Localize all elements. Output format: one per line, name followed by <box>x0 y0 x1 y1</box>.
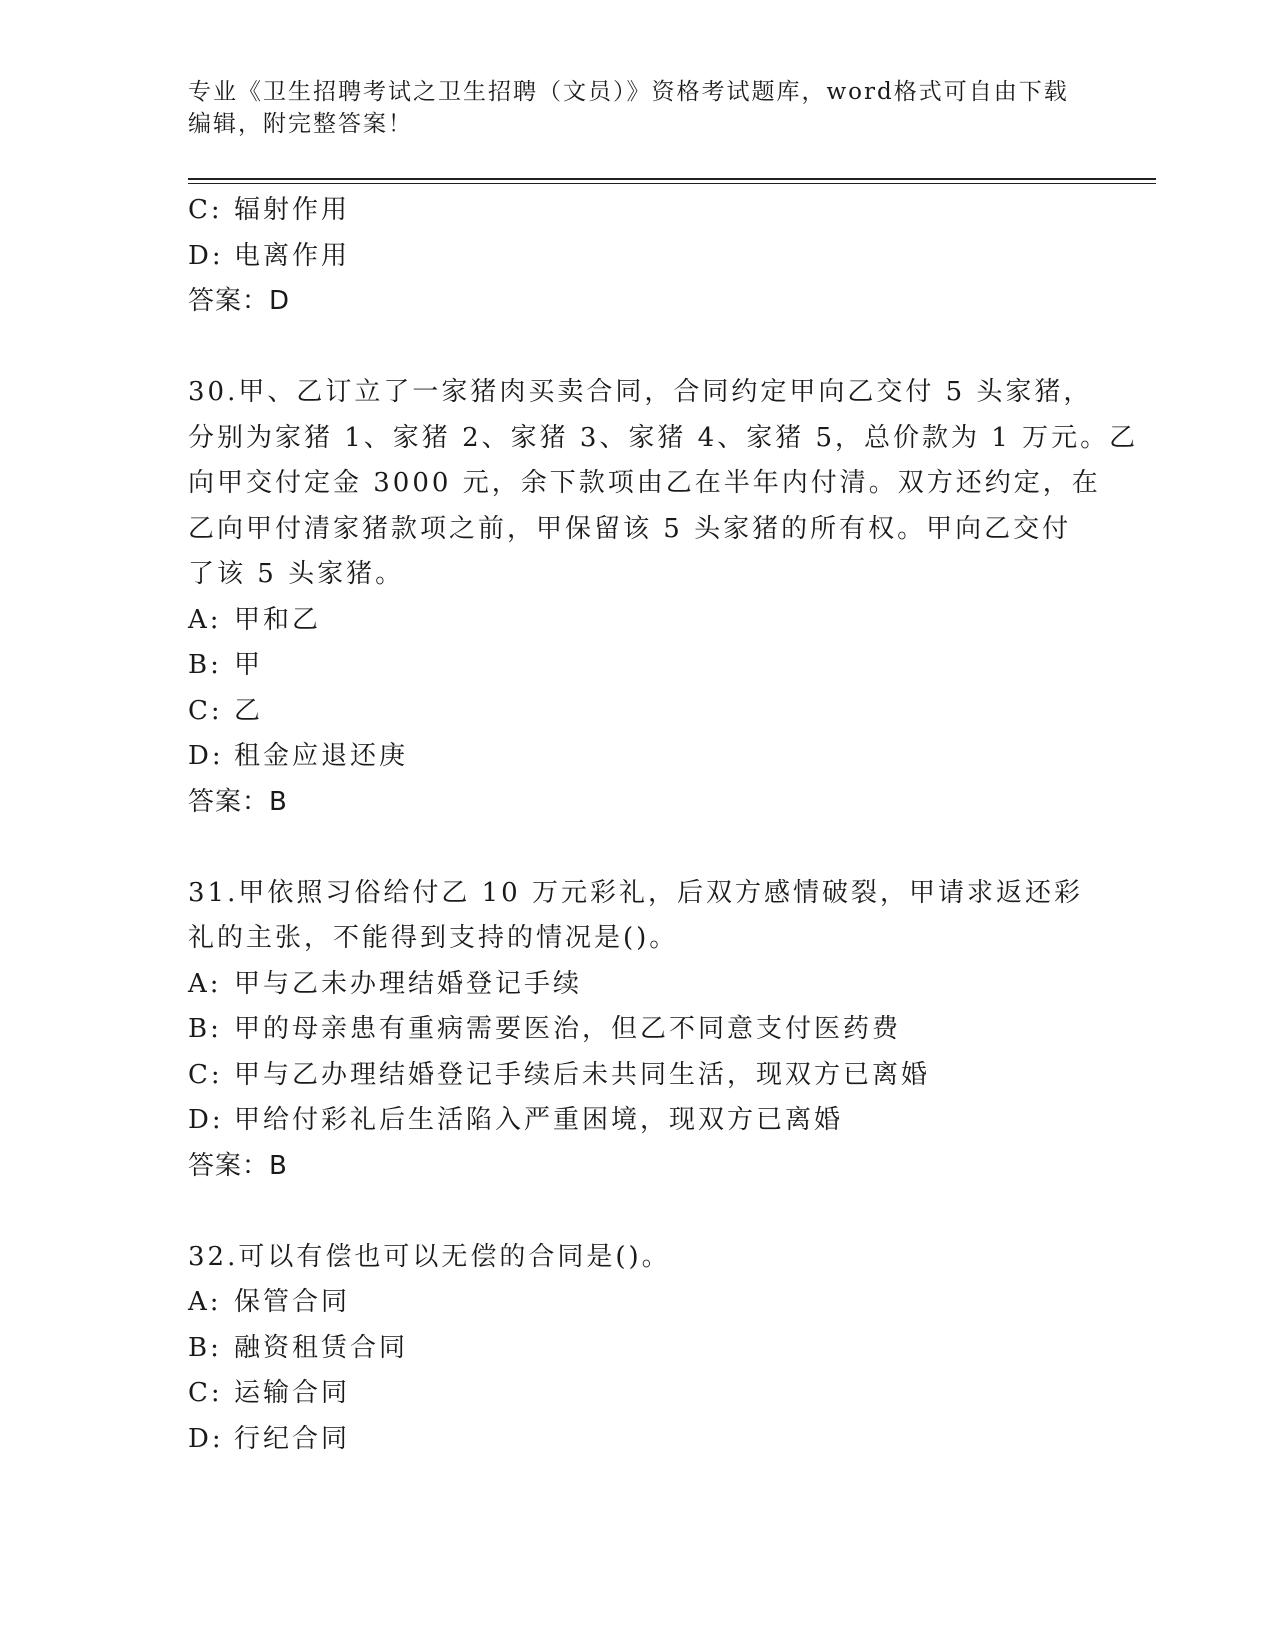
option-text: 运输合同 <box>234 1378 351 1408</box>
spacer <box>188 325 1088 371</box>
option-c <box>188 188 1088 234</box>
option-text: 辐射作用 <box>234 195 351 225</box>
option-label: D: <box>188 741 224 771</box>
option-a <box>188 1280 1088 1326</box>
option-label: D: <box>188 240 224 271</box>
question-stem-line: 礼的主张，不能得到支持的情况是()。 <box>188 923 679 953</box>
option-label: B: <box>188 650 222 680</box>
option-text: 甲和乙 <box>234 604 322 635</box>
option-label: B: <box>188 1332 222 1363</box>
question-stem-line: 32.可以有偿也可以无偿的合同是()。 <box>188 1241 671 1272</box>
header-line-2: 编辑，附完整答案！ <box>188 111 413 137</box>
option-text: 乙 <box>234 695 264 726</box>
option-a <box>188 962 1088 1008</box>
question-stem-line: 了该 5 头家猪。 <box>188 559 405 589</box>
option-label: A: <box>188 1287 222 1317</box>
option-text: 租金应退还庚 <box>234 741 409 771</box>
option-label: C: <box>188 695 223 726</box>
header-line-1: 专业《卫生招聘考试之卫生招聘（文员）》资格考试题库，word格式可自由下载 <box>188 79 1069 105</box>
answer-line: 答案：B <box>188 786 288 817</box>
option-label: B: <box>188 1014 222 1044</box>
option-label: C: <box>188 1059 223 1090</box>
option-b <box>188 643 1088 689</box>
option-c <box>188 1371 1088 1417</box>
option-text: 保管合同 <box>234 1287 351 1317</box>
question-stem-line: 分别为家猪 1、家猪 2、家猪 3、家猪 4、家猪 5，总价款为 1 万元。乙 <box>188 422 1139 453</box>
spacer <box>188 825 1088 871</box>
option-text: 甲 <box>234 650 264 680</box>
option-b <box>188 1326 1088 1372</box>
option-c <box>188 1053 1088 1099</box>
option-label: D: <box>188 1423 224 1454</box>
header-divider-thick <box>188 178 1156 180</box>
option-d <box>188 1417 1088 1463</box>
option-label: C: <box>188 195 223 225</box>
document-header <box>188 76 1088 140</box>
question-list <box>188 188 1139 1462</box>
question-31 <box>188 871 1088 1190</box>
question-stem-line: 31.甲依照习俗给付乙 10 万元彩礼，后双方感情破裂，甲请求返还彩 <box>188 877 1083 908</box>
option-label: C: <box>188 1378 223 1408</box>
question-30 <box>188 370 1139 825</box>
spacer <box>188 1189 1088 1235</box>
option-a <box>188 598 1088 644</box>
header-divider-thin <box>188 183 1156 184</box>
option-text: 甲给付彩礼后生活陷入严重困境，现双方已离婚 <box>234 1105 844 1135</box>
option-text: 甲与乙未办理结婚登记手续 <box>234 968 583 999</box>
option-text: 行纪合同 <box>234 1423 351 1454</box>
option-b <box>188 1007 1088 1053</box>
question-29-tail <box>188 188 1088 325</box>
question-stem-line: 乙向甲付清家猪款项之前，甲保留该 5 头家猪的所有权。甲向乙交付 <box>188 513 1072 544</box>
option-text: 甲与乙办理结婚登记手续后未共同生活，现双方已离婚 <box>234 1059 931 1090</box>
answer-line: 答案：D <box>188 286 291 316</box>
option-text: 甲的母亲患有重病需要医治，但乙不同意支付医药费 <box>234 1014 902 1044</box>
option-text: 电离作用 <box>234 240 351 271</box>
answer-line: 答案：B <box>188 1150 288 1181</box>
option-d <box>188 234 1088 280</box>
option-label: A: <box>188 604 222 635</box>
option-label: D: <box>188 1105 224 1135</box>
question-32 <box>188 1235 1088 1463</box>
option-d <box>188 1098 1088 1144</box>
question-stem-line: 30.甲、乙订立了一家猪肉买卖合同，合同约定甲向乙交付 5 头家猪， <box>188 377 1093 407</box>
option-c <box>188 689 1088 735</box>
option-text: 融资租赁合同 <box>234 1332 409 1363</box>
question-stem-line: 向甲交付定金 3000 元，余下款项由乙在半年内付清。双方还约定，在 <box>188 468 1101 498</box>
option-label: A: <box>188 968 222 999</box>
option-d <box>188 734 1088 780</box>
